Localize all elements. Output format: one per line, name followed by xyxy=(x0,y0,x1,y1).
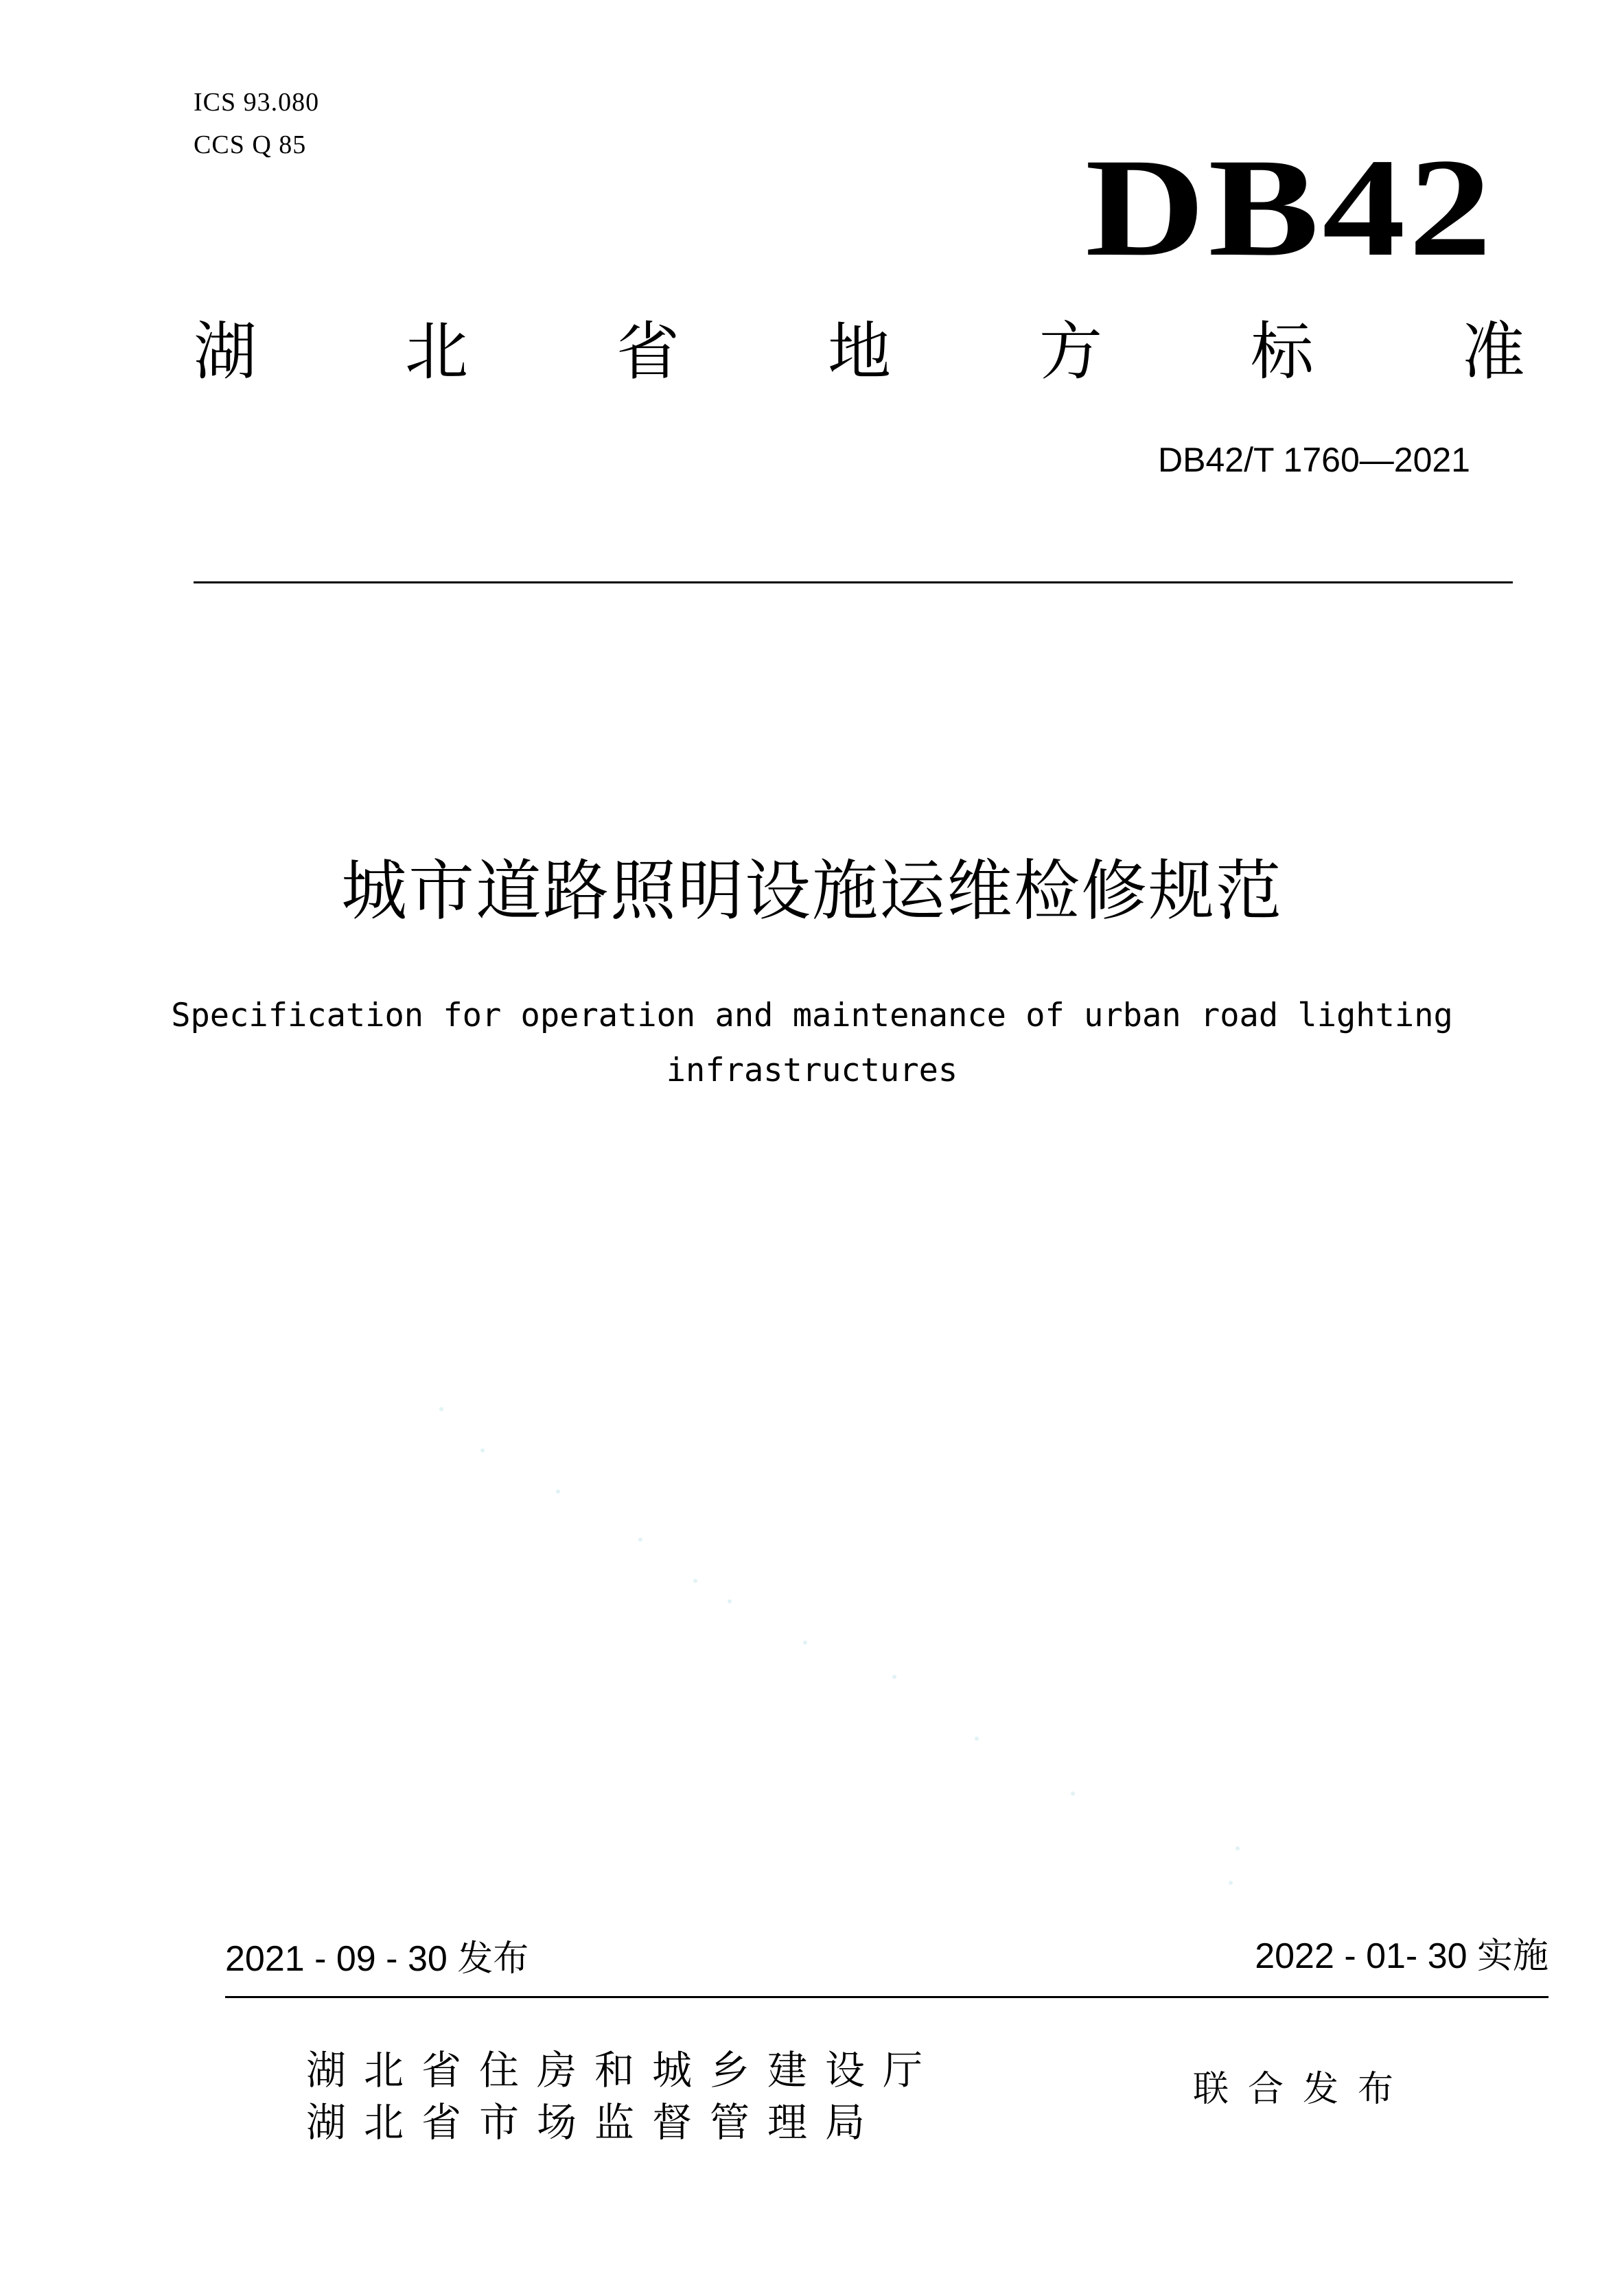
footer-divider xyxy=(225,1996,1548,1998)
standard-type-char: 标 xyxy=(1250,315,1314,389)
issuer-line-1: 湖北省住房和城乡建设厅 xyxy=(306,2047,941,2094)
standard-number: DB42/T 1760—2021 xyxy=(1158,441,1470,479)
ccs-code: CCS Q 85 xyxy=(194,130,307,159)
issue-date: 2021 - 09 - 30 发布 xyxy=(225,1939,529,1979)
document-title-chinese: 城市道路照明设施运维检修规范 xyxy=(341,853,1283,929)
standard-type-char: 方 xyxy=(1039,315,1102,389)
standard-type-char: 湖 xyxy=(194,315,257,389)
ics-code: ICS 93.080 xyxy=(194,88,320,117)
english-title-line-1: Specification for operation and maintenance of urban road lighting xyxy=(171,997,1453,1034)
document-title-english xyxy=(0,988,1624,1098)
header-divider xyxy=(194,581,1513,583)
standard-type-char: 省 xyxy=(616,315,680,389)
issuer-line-2: 湖北省市场监督管理局 xyxy=(306,2099,883,2146)
joint-issue-label: 联合发布 xyxy=(1193,2069,1413,2110)
issuing-authorities xyxy=(306,2044,940,2148)
english-title-line-2: infrastructures xyxy=(666,1052,958,1089)
db-mark: DB42 xyxy=(1085,130,1495,286)
standard-type-char: 北 xyxy=(404,315,468,389)
implementation-date: 2022 - 01- 30 实施 xyxy=(1255,1936,1548,1976)
standard-type-heading xyxy=(194,314,1525,390)
standard-type-char: 准 xyxy=(1461,315,1525,389)
standard-type-char: 地 xyxy=(827,315,891,389)
classification-codes xyxy=(194,81,319,166)
